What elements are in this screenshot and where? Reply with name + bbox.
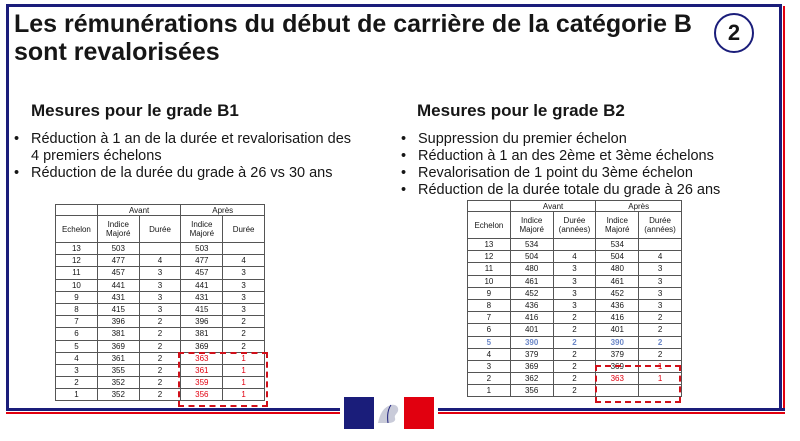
- b2-table-cell: 461: [596, 275, 639, 287]
- b2-table-cell: 3: [553, 299, 596, 311]
- b1-table-cell: 10: [56, 279, 98, 291]
- b1-table-cell: 431: [181, 291, 223, 303]
- b2-highlight-box: [595, 365, 681, 403]
- b1-table-cell: 352: [97, 389, 139, 401]
- b2-table-cell: 2: [553, 324, 596, 336]
- slide-title-line1: Les rémunérations du début de carrière de la catégorie B: [14, 10, 692, 38]
- b2-table-cell: 4: [468, 348, 511, 360]
- b1-table-cell: 3: [139, 291, 181, 303]
- b2-table-cell: 416: [510, 312, 553, 324]
- b2-bullet: • Suppression du premier échelon: [399, 131, 779, 148]
- b2-table-cell: 3: [468, 360, 511, 372]
- b1-table-cell: 3: [223, 291, 265, 303]
- b1-table-cell: 2: [139, 340, 181, 352]
- b2-table-cell: 12: [468, 251, 511, 263]
- b2-bullet-list: [399, 131, 779, 199]
- b1-header-avant: Avant: [97, 205, 181, 216]
- b1-table-cell: 2: [139, 364, 181, 376]
- b2-table-row: [468, 275, 682, 287]
- b1-col-indice-avant: Indice Majoré: [97, 216, 139, 243]
- b2-table-cell: 2: [639, 336, 682, 348]
- b2-table-cell: 10: [468, 275, 511, 287]
- b2-table-row: [468, 251, 682, 263]
- b1-header-empty: [56, 205, 98, 216]
- b1-table-cell: 396: [97, 316, 139, 328]
- b1-table-cell: 3: [139, 279, 181, 291]
- b1-bullet: • Réduction de la durée du grade à 26 vs 30 ans: [12, 165, 352, 182]
- b1-table-cell: 457: [181, 267, 223, 279]
- b1-table-cell: 2: [56, 377, 98, 389]
- b1-table-cell: 356: [181, 389, 223, 401]
- b1-table-cell: 4: [56, 352, 98, 364]
- b1-table-cell: 503: [97, 243, 139, 255]
- b1-table-cell: 477: [181, 255, 223, 267]
- b1-table-cell: 1: [223, 352, 265, 364]
- b1-highlight-box: [178, 352, 268, 407]
- b1-table-cell: 415: [97, 303, 139, 315]
- b1-table-cell: 2: [139, 352, 181, 364]
- b1-table-cell: 4: [139, 255, 181, 267]
- b1-table-row: [56, 316, 265, 328]
- b2-table-cell: 2: [553, 336, 596, 348]
- b2-col-indice-avant: Indice Majoré: [510, 212, 553, 239]
- b1-table-cell: 396: [181, 316, 223, 328]
- b1-table-cell: 381: [181, 328, 223, 340]
- b1-table-cell: 8: [56, 303, 98, 315]
- b2-table-cell: 379: [596, 348, 639, 360]
- b1-table-cell: [139, 243, 181, 255]
- b1-table-cell: 3: [223, 267, 265, 279]
- b2-table-cell: 2: [553, 348, 596, 360]
- b1-col-duree-apres: Durée: [223, 216, 265, 243]
- b1-table-cell: 3: [56, 364, 98, 376]
- b2-table-cell: 461: [510, 275, 553, 287]
- b1-table-cell: 503: [181, 243, 223, 255]
- b2-table-cell: 401: [596, 324, 639, 336]
- b2-header-apres: Après: [596, 201, 682, 212]
- b1-table-cell: 361: [97, 352, 139, 364]
- b2-table-cell: 390: [596, 336, 639, 348]
- b1-table-cell: 13: [56, 243, 98, 255]
- b1-table-cell: 441: [97, 279, 139, 291]
- b1-table-row: [56, 291, 265, 303]
- page-number-badge: 2: [714, 13, 754, 53]
- b2-table-cell: 1: [639, 373, 682, 385]
- b2-table-cell: 436: [596, 299, 639, 311]
- b2-table-cell: 3: [553, 287, 596, 299]
- b1-table-row: [56, 328, 265, 340]
- b2-table-cell: 2: [553, 385, 596, 397]
- b1-table-cell: 369: [181, 340, 223, 352]
- b1-table-cell: 2: [223, 340, 265, 352]
- b1-table-cell: 2: [139, 377, 181, 389]
- b1-table-row: [56, 340, 265, 352]
- b1-table-cell: 361: [181, 364, 223, 376]
- b1-table-cell: 355: [97, 364, 139, 376]
- b1-table-cell: 477: [97, 255, 139, 267]
- b2-table-cell: [553, 239, 596, 251]
- b1-col-echelon: Echelon: [56, 216, 98, 243]
- b2-table-cell: 452: [596, 287, 639, 299]
- b1-table-cell: 9: [56, 291, 98, 303]
- b1-table-cell: 369: [97, 340, 139, 352]
- b1-table-row: [56, 255, 265, 267]
- b2-table-cell: 356: [510, 385, 553, 397]
- b1-table-row: [56, 267, 265, 279]
- b1-table-cell: 381: [97, 328, 139, 340]
- b1-table-cell: 4: [223, 255, 265, 267]
- b2-table-cell: 390: [510, 336, 553, 348]
- b1-table-cell: 3: [223, 279, 265, 291]
- b2-table-cell: 2: [553, 373, 596, 385]
- b2-table-cell: 3: [553, 275, 596, 287]
- bottom-stripe-blue-right: [438, 408, 785, 411]
- b1-table-cell: 1: [223, 377, 265, 389]
- b1-table-cell: 2: [223, 328, 265, 340]
- b2-table-cell: 369: [510, 360, 553, 372]
- b2-table-row: [468, 348, 682, 360]
- b2-table-cell: 362: [510, 373, 553, 385]
- b1-table-cell: 3: [139, 267, 181, 279]
- b2-table-cell: 379: [510, 348, 553, 360]
- b1-table-cell: [223, 243, 265, 255]
- b1-table-cell: 415: [181, 303, 223, 315]
- b2-table-cell: 504: [510, 251, 553, 263]
- b2-table-cell: 416: [596, 312, 639, 324]
- b2-table-cell: 363: [596, 373, 639, 385]
- b2-table-row: [468, 336, 682, 348]
- b1-table-row: [56, 279, 265, 291]
- marianne-logo-icon: [344, 397, 434, 429]
- slide-title: [14, 10, 704, 66]
- b2-col-duree-avant: Durée (années): [553, 212, 596, 239]
- b1-table-cell: 2: [139, 389, 181, 401]
- b2-table-row: [468, 324, 682, 336]
- b2-table-cell: 11: [468, 263, 511, 275]
- b2-table-cell: 369: [596, 360, 639, 372]
- b1-table-cell: 1: [56, 389, 98, 401]
- b2-table-cell: 6: [468, 324, 511, 336]
- b1-bullet: • Réduction à 1 an de la durée et revalorisation des 4 premiers échelons: [12, 131, 352, 165]
- b1-table-cell: 441: [181, 279, 223, 291]
- b1-bullet-list: [12, 131, 352, 182]
- b1-table-cell: 1: [223, 389, 265, 401]
- b2-table-cell: 8: [468, 299, 511, 311]
- b2-bullet: • Revalorisation de 1 point du 3ème échelon: [399, 165, 779, 182]
- b1-table-cell: 352: [97, 377, 139, 389]
- b1-heading: Mesures pour le grade B1: [31, 101, 239, 120]
- b2-table-cell: 3: [639, 287, 682, 299]
- b2-table-cell: 452: [510, 287, 553, 299]
- b1-table-cell: 7: [56, 316, 98, 328]
- b2-table-cell: 534: [510, 239, 553, 251]
- b1-table-cell: 11: [56, 267, 98, 279]
- b2-table-cell: 480: [510, 263, 553, 275]
- b1-table-cell: 2: [223, 316, 265, 328]
- b2-table-row: [468, 287, 682, 299]
- b1-table-cell: 359: [181, 377, 223, 389]
- b2-table-cell: 2: [468, 373, 511, 385]
- b2-table-cell: 2: [639, 348, 682, 360]
- b1-table-cell: 3: [139, 303, 181, 315]
- b2-table-row: [468, 239, 682, 251]
- b1-col-duree-avant: Durée: [139, 216, 181, 243]
- b1-col-indice-apres: Indice Majoré: [181, 216, 223, 243]
- b1-table-cell: 431: [97, 291, 139, 303]
- b2-table-row: [468, 312, 682, 324]
- b2-table-cell: 1: [468, 385, 511, 397]
- b1-table-cell: 12: [56, 255, 98, 267]
- b2-table-cell: 1: [639, 360, 682, 372]
- b2-col-indice-apres: Indice Majoré: [596, 212, 639, 239]
- b2-table-cell: 534: [596, 239, 639, 251]
- b2-bullet: • Réduction à 1 an des 2ème et 3ème échelons: [399, 148, 779, 165]
- b1-table-cell: 1: [223, 364, 265, 376]
- b2-table-cell: 2: [639, 324, 682, 336]
- b2-table-cell: 4: [553, 251, 596, 263]
- b2-table-cell: 504: [596, 251, 639, 263]
- b2-header-empty: [468, 201, 511, 212]
- b2-table-cell: 436: [510, 299, 553, 311]
- b2-table-cell: [639, 239, 682, 251]
- bottom-stripe-blue-left: [6, 408, 340, 411]
- b2-table-cell: 2: [639, 312, 682, 324]
- b1-table-cell: 2: [139, 316, 181, 328]
- slide-title-line2: sont revalorisées: [14, 38, 220, 66]
- b2-table-cell: 3: [639, 299, 682, 311]
- b1-table-cell: 3: [223, 303, 265, 315]
- b2-heading: Mesures pour le grade B2: [417, 101, 625, 120]
- b2-col-echelon: Echelon: [468, 212, 511, 239]
- b2-table-cell: 401: [510, 324, 553, 336]
- b2-table-cell: 5: [468, 336, 511, 348]
- b1-table-cell: 2: [139, 328, 181, 340]
- b2-table-cell: 480: [596, 263, 639, 275]
- b2-header-avant: Avant: [510, 201, 596, 212]
- b2-col-duree-apres: Durée (années): [639, 212, 682, 239]
- b1-table-cell: 363: [181, 352, 223, 364]
- b2-table-cell: 3: [553, 263, 596, 275]
- b1-table-cell: 457: [97, 267, 139, 279]
- b2-table-cell: 7: [468, 312, 511, 324]
- b1-table-cell: 5: [56, 340, 98, 352]
- b1-table-cell: 6: [56, 328, 98, 340]
- b2-table-cell: 9: [468, 287, 511, 299]
- b2-bullet: • Réduction de la durée totale du grade à 26 ans: [399, 182, 779, 199]
- b2-table-cell: 2: [553, 312, 596, 324]
- b2-table-row: [468, 263, 682, 275]
- b1-table-row: [56, 243, 265, 255]
- bottom-stripe-red-left: [6, 412, 340, 414]
- b2-table-cell: 2: [553, 360, 596, 372]
- frame-accent-right: [783, 6, 785, 410]
- b2-table-cell: 4: [639, 251, 682, 263]
- b1-table-row: [56, 303, 265, 315]
- b2-table-cell: 3: [639, 275, 682, 287]
- b2-table-cell: 13: [468, 239, 511, 251]
- bottom-stripe-red-right: [438, 412, 785, 414]
- b2-table-row: [468, 299, 682, 311]
- b1-header-apres: Après: [181, 205, 265, 216]
- b2-table-cell: 3: [639, 263, 682, 275]
